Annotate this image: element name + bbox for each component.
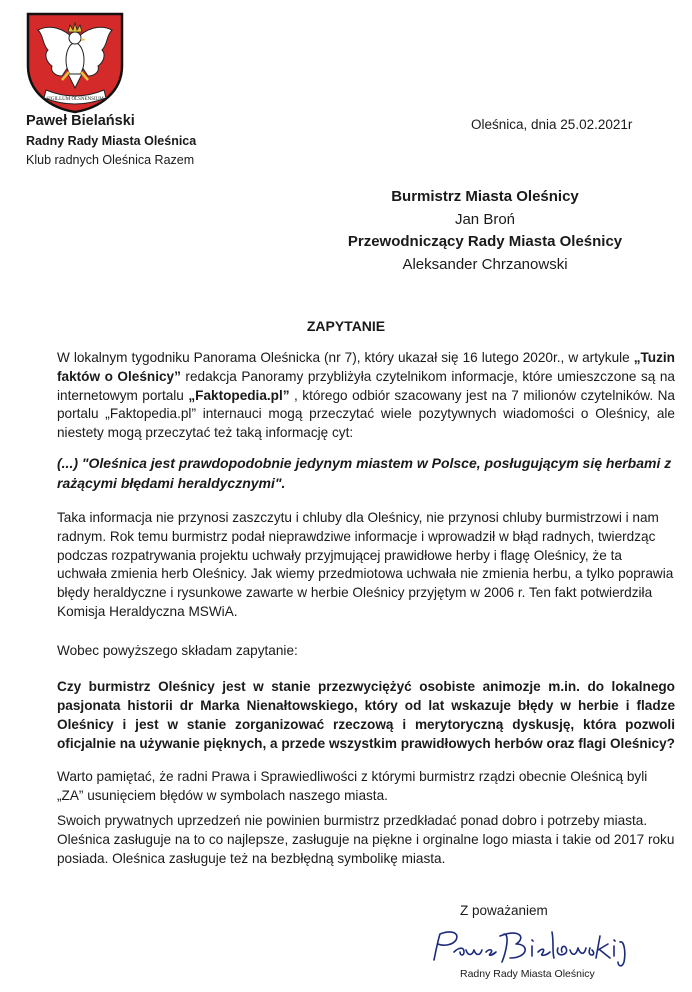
portal-name: „Faktopedia.pl”: [188, 387, 290, 403]
sender-name: Paweł Bielański: [26, 113, 135, 129]
mayor-title: Burmistrz Miasta Oleśnicy: [391, 188, 579, 205]
eagle-head: [69, 32, 81, 44]
sender-role: Radny Rady Miasta Oleśnica: [26, 134, 197, 148]
letter-title: ZAPYTANIE: [306, 318, 386, 334]
handwritten-signature: [420, 922, 650, 972]
article-title: „Tuzin faktów o Oleśnicy”: [57, 350, 675, 384]
signature-caption: Radny Rady Miasta Oleśnicy: [460, 968, 595, 980]
paragraph-conclusion: Swoich prywatnych uprzedzeń nie powinien burmistrz przedkładać ponad dobro i potrzeby miasta. Oleśnica zasługuje na to co najlepsze, zasługuje na piękne i orginalne logo miasta i takie od 2017 roku posiada. Oleśnica zasługuje też na bezbłędną symbolikę miasta.: [57, 813, 675, 866]
intro-text-3: , którego odbiór szacowany jest na 7 milionów czytelników. Na portalu „Faktopedia.pl” internauci mogą przeczytać wiele pozytywnych wiadomości o Oleśnicy, ale niestety mogą przeczytać też taką informację cyt:: [57, 387, 675, 441]
paragraph-question: Czy burmistrz Oleśnicy jest w stanie przezwyciężyć osobiste animozje m.in. do lokalnego pasjonata historii dr Marka Nienałtowskiego, który od lat wskazuje błędy w herbie i fladze Oleśnicy i jest w stanie zorganizować rzeczową i merytoryczną dyskusję, która pozwoli oficjalnie na używanie pięknych, a przede wszystkim prawidłowych herbów oraz flagi Oleśnicy?: [57, 679, 675, 751]
crest-banner-text: SIGILLUM OLSNENSIUM: [46, 97, 104, 102]
chair-title: Przewodniczący Rady Miasta Oleśnicy: [347, 233, 623, 250]
closing-salutation: Z poważaniem: [460, 903, 548, 918]
sender-club: Klub radnych Oleśnica Razem: [26, 153, 195, 167]
paragraph-context: Taka informacja nie przynosi zaszczytu i chluby dla Oleśnicy, nie przynosi chluby burmistrzowi i nam radnym. Rok temu burmistrz podał nieprawdziwe informacje i wprowadził w błąd radnych, twierdząc podczas rozpatrywania projektu uchwały przyjmującej prawidłowe herby i flagę Oleśnicy, że ta uchwała zmienia herb Oleśnicy. Jak wiemy przedmiotowa uchwała nie zmienia herbu, a tylko poprawia błędy heraldyczne i rysunkowe zawarte w herbie Oleśnicy przyjętym w 2006 r. Ten fakt potwierdziła Komisja Heraldyczna MSWiA.: [57, 510, 674, 619]
quotation: (...) "Oleśnica jest prawdopodobnie jedynym miastem w Polsce, posługującym się herbami z rażącymi błędami heraldycznymi".: [57, 455, 672, 491]
paragraph-reminder: Warto pamiętać, że radni Prawa i Sprawiedliwości z którymi burmistrz rządzi obecnie Oleśnicą byli „ZA” usunięciem błędów w symbolach naszego miasta.: [57, 769, 648, 803]
paragraph-lead-in: Wobec powyższego składam zapytanie:: [57, 643, 298, 658]
chair-name: Aleksander Chrzanowski: [402, 256, 568, 273]
letter-date: Oleśnica, dnia 25.02.2021r: [471, 117, 633, 132]
mayor-name: Jan Broń: [454, 211, 516, 228]
paragraph-intro: [57, 349, 675, 443]
intro-text-2: redakcja Panoramy przybliżyła czytelnikom informacje, które umieszczone są na internetowym portalu: [57, 368, 675, 403]
city-coat-of-arms-icon: [20, 10, 130, 114]
intro-text-1: W lokalnym tygodniku Panorama Oleśnicka (nr 7), który ukazał się 16 lutego 2020r., w artykule: [57, 350, 634, 365]
